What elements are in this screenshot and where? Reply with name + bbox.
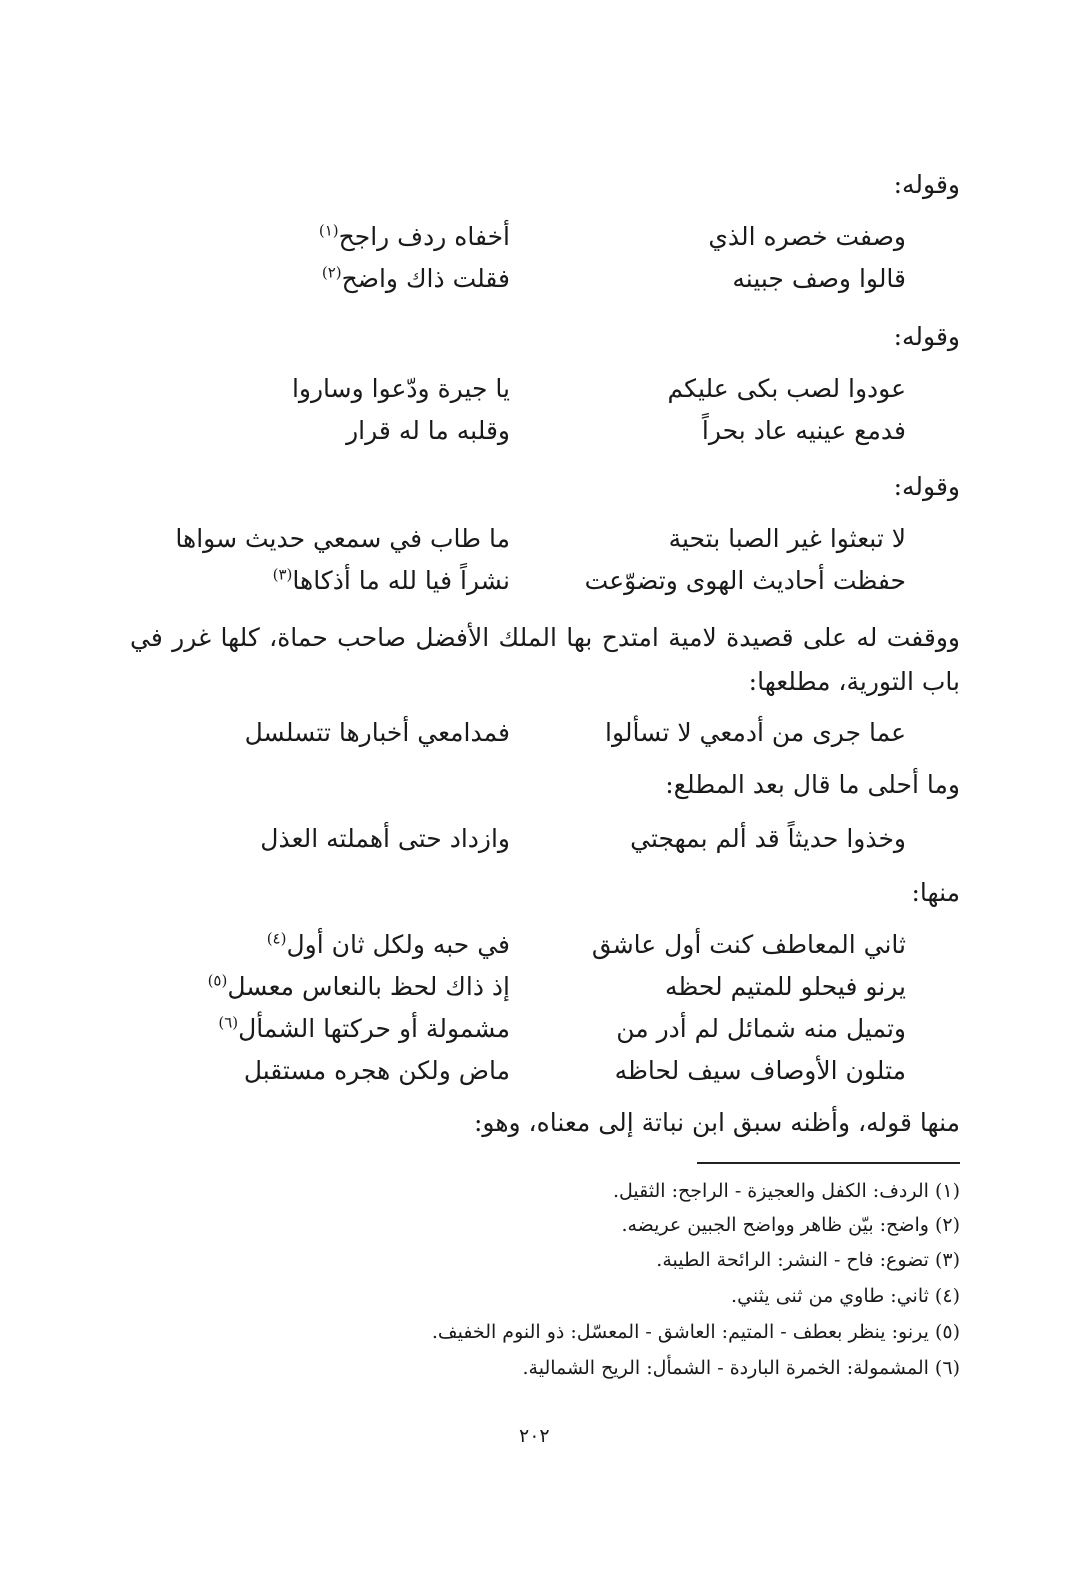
- footnote: (١) الردف: الكفل والعجيزة - الراجح: الثقيل.: [612, 1180, 960, 1202]
- verse-line: [170, 930, 906, 970]
- verse-first-hemistich: عودوا لصب بكى عليكم: [667, 374, 906, 403]
- hemistich-text: في حبه ولكل ثان أول: [286, 930, 510, 959]
- verse-second-hemistich: [322, 264, 510, 293]
- verse-second-hemistich: يا جيرة ودّعوا وساروا: [291, 374, 510, 403]
- verse-first-hemistich: قالوا وصف جبينه: [732, 264, 906, 293]
- section-label: وقوله:: [893, 170, 960, 199]
- verse-second-hemistich: [208, 972, 510, 1001]
- verse-second-hemistich: [267, 930, 510, 959]
- verse-first-hemistich: وخذوا حديثاً قد ألم بمهجتي: [630, 824, 906, 853]
- verse-first-hemistich: وصفت خصره الذي: [708, 222, 906, 251]
- verse-first-hemistich: حفظت أحاديث الهوى وتضوّعت: [584, 566, 906, 595]
- verse-first-hemistich: وتميل منه شمائل لم أدر من: [616, 1014, 906, 1043]
- hemistich-text: إذ ذاك لحظ بالنعاس معسل: [227, 972, 510, 1001]
- footnote-marker: (٣): [272, 565, 293, 584]
- page-number: ٢٠٢: [519, 1425, 550, 1447]
- verse-line: [170, 416, 906, 456]
- footnote: (٤) ثاني: طاوي من ثنى يثني.: [731, 1285, 960, 1307]
- section-label: وقوله:: [893, 322, 960, 351]
- verse-second-hemistich: ما طاب في سمعي حديث سواها: [175, 524, 510, 553]
- verse-line: [170, 718, 906, 758]
- verse-line: [170, 1056, 906, 1096]
- footnote-marker: (٦): [218, 1013, 239, 1032]
- prose-line: وما أحلى ما قال بعد المطلع:: [665, 770, 960, 799]
- footnote: (٣) تضوع: فاح - النشر: الرائحة الطيبة.: [656, 1249, 960, 1271]
- verse-first-hemistich: لا تبعثوا غير الصبا بتحية: [668, 524, 906, 553]
- hemistich-text: مشمولة أو حركتها الشمأل: [238, 1014, 510, 1043]
- verse-second-hemistich: ماض ولكن هجره مستقبل: [243, 1056, 510, 1085]
- verse-second-hemistich: وقلبه ما له قرار: [346, 416, 510, 445]
- verse-second-hemistich: [273, 566, 510, 595]
- footnote: (٥) يرنو: ينظر بعطف - المتيم: العاشق - المعسّل: ذو النوم الخفيف.: [431, 1321, 960, 1343]
- footnote: (٢) واضح: بيّن ظاهر وواضح الجبين عريضه.: [621, 1214, 960, 1236]
- section-label: منها:: [911, 878, 960, 907]
- footnote-marker: (١): [318, 221, 339, 240]
- footnote-marker: (٢): [321, 263, 342, 282]
- hemistich-text: نشراً فيا لله ما أذكاها: [292, 566, 510, 595]
- verse-second-hemistich: فمدامعي أخبارها تتسلسل: [244, 718, 510, 747]
- footnote-divider: [697, 1162, 960, 1164]
- section-label: وقوله:: [893, 472, 960, 501]
- footnote-marker: (٤): [266, 929, 287, 948]
- verse-line: [170, 374, 906, 414]
- verse-second-hemistich: [319, 222, 510, 251]
- verse-second-hemistich: وازداد حتى أهملته العذل: [260, 824, 510, 853]
- prose-line: منها قوله، وأظنه سبق ابن نباتة إلى معناه، وهو:: [474, 1108, 960, 1137]
- verse-line: [170, 824, 906, 864]
- hemistich-text: أخفاه ردف راجح: [338, 222, 510, 251]
- verse-line: [170, 972, 906, 1012]
- verse-first-hemistich: ثاني المعاطف كنت أول عاشق: [591, 930, 906, 959]
- verse-line: [170, 524, 906, 564]
- hemistich-text: فقلت ذاك واضح: [341, 264, 510, 293]
- verse-line: [170, 566, 906, 606]
- verse-first-hemistich: عما جرى من أدمعي لا تسألوا: [605, 718, 906, 747]
- verse-line: [170, 264, 906, 304]
- footnote-marker: (٥): [207, 971, 228, 990]
- verse-first-hemistich: فدمع عينيه عاد بحراً: [701, 416, 906, 445]
- verse-line: [170, 222, 906, 262]
- verse-first-hemistich: متلون الأوصاف سيف لحاظه: [614, 1056, 906, 1085]
- verse-first-hemistich: يرنو فيحلو للمتيم لحظه: [664, 972, 906, 1001]
- verse-second-hemistich: [218, 1014, 510, 1043]
- verse-line: [170, 1014, 906, 1054]
- footnote: (٦) المشمولة: الخمرة الباردة - الشمأل: الريح الشمالية.: [522, 1357, 960, 1379]
- prose-paragraph: ووقفت له على قصيدة لامية امتدح بها الملك الأفضل صاحب حماة، كلها غرر في باب التورية، مطلعها:: [130, 623, 960, 696]
